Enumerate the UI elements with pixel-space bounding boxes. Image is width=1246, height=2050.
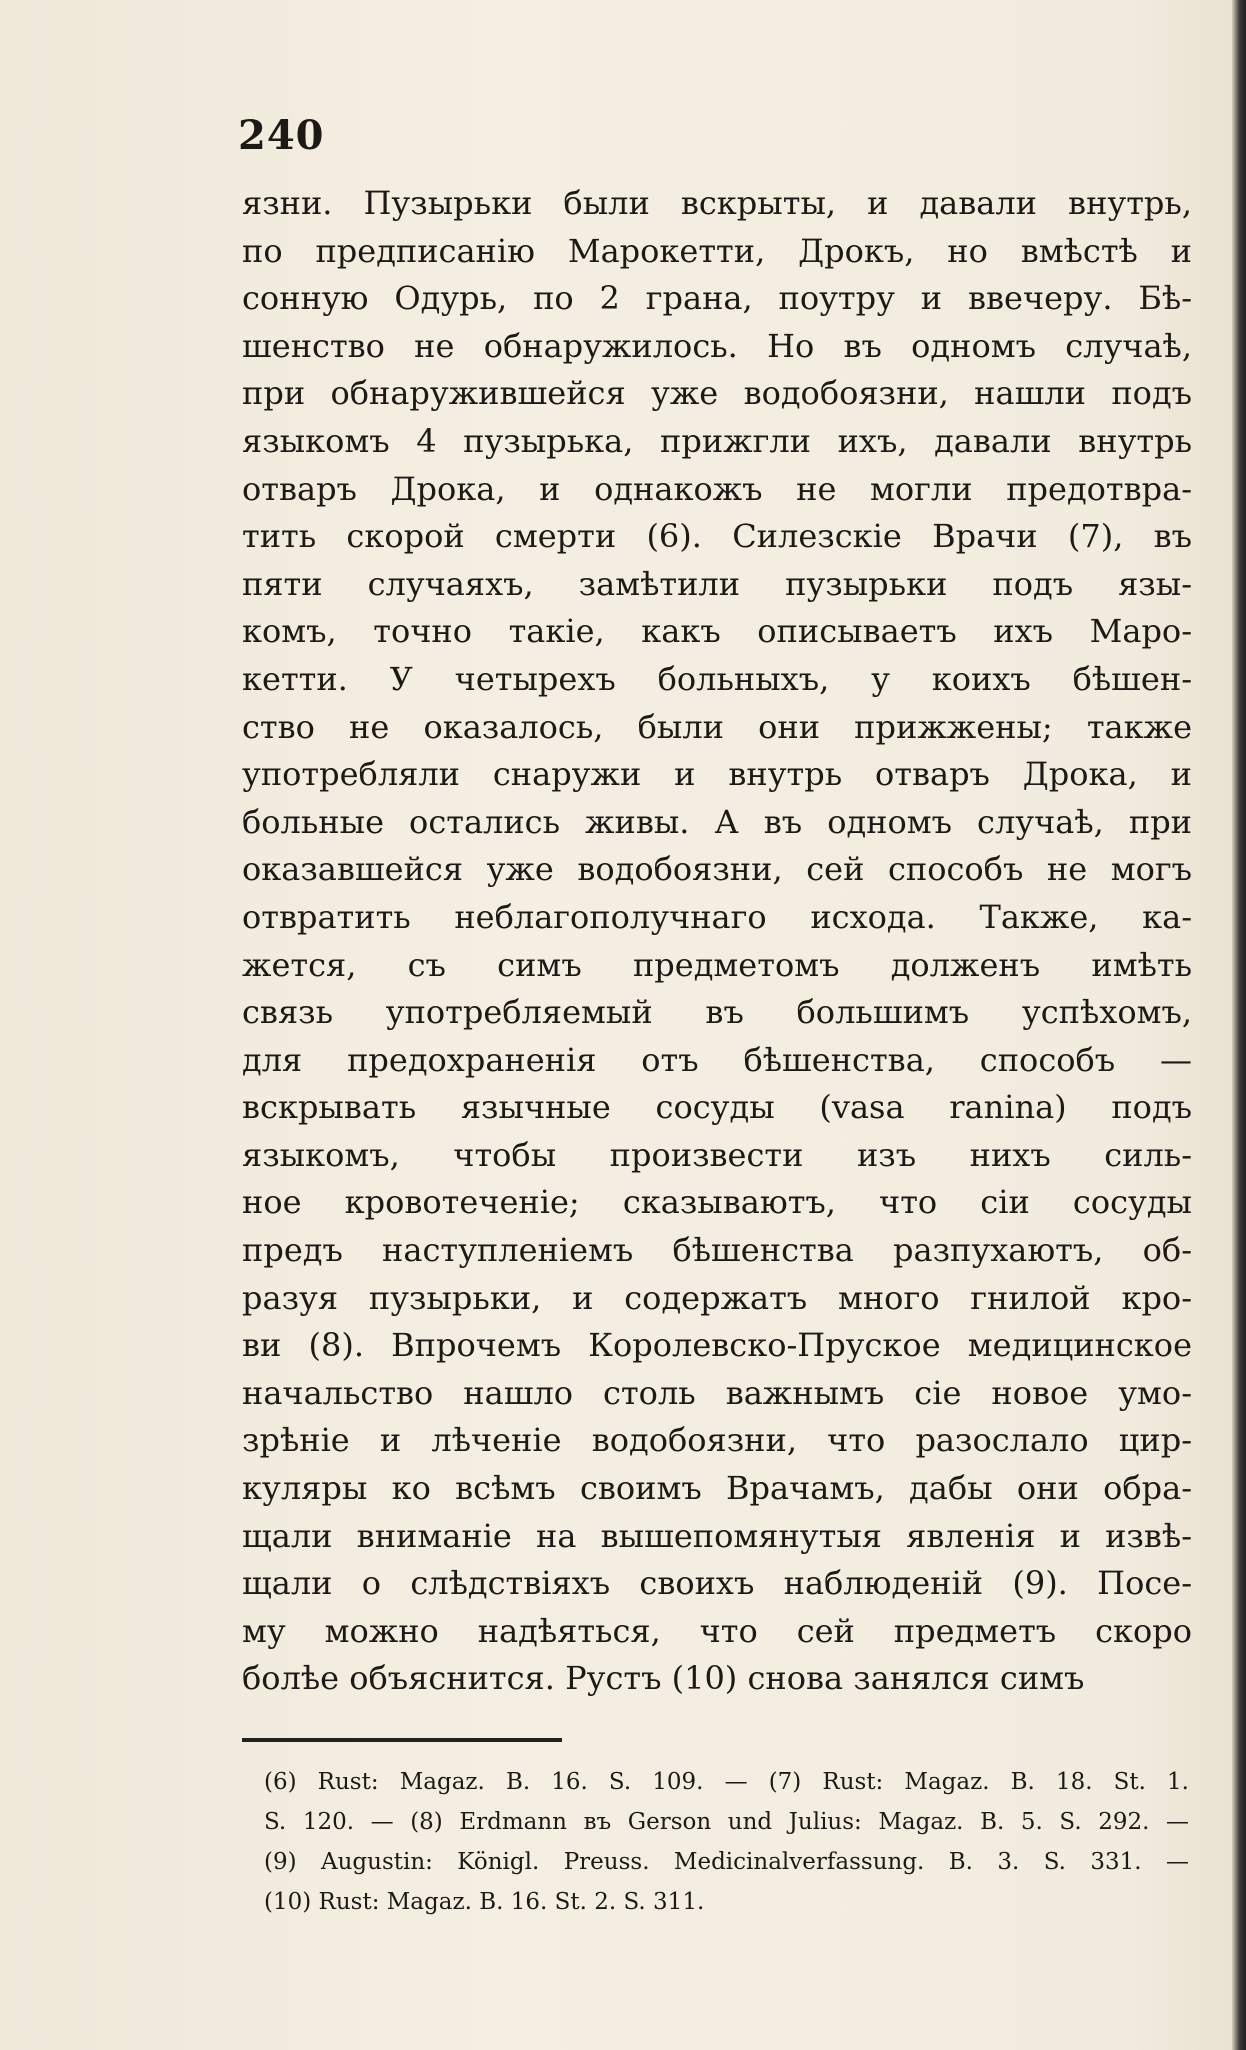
- body-line: тить скорой смерти (6). Силезскіе Врачи (7), въ: [242, 517, 1192, 556]
- body-line: оказавшейся уже водобоязни, сей способъ не могъ: [242, 850, 1192, 889]
- page-number: 240: [238, 112, 325, 159]
- body-line: языкомъ, чтобы произвести изъ нихъ силь-: [242, 1135, 1192, 1174]
- body-line: языкомъ 4 пузырька, прижгли ихъ, давали внутрь: [242, 421, 1192, 460]
- footnotes: [264, 1762, 1189, 1922]
- body-line: щали вниманіе на вышепомянутыя явленія и извѣ-: [242, 1516, 1192, 1555]
- body-line: употребляли снаружи и внутрь отваръ Дрока, и: [242, 755, 1192, 794]
- body-line: жется, съ симъ предметомъ долженъ имѣть: [242, 945, 1192, 984]
- footnote-line: (9) Augustin: Königl. Preuss. Medicinalverfassung. B. 3. S. 331. —: [264, 1849, 1189, 1875]
- body-line: разуя пузырьки, и содержатъ много гнилой кро-: [242, 1278, 1192, 1317]
- footnote-line: (10) Rust: Magaz. B. 16. St. 2. S. 311.: [264, 1889, 705, 1915]
- body-line: му можно надѣяться, что сей предметъ скоро: [242, 1611, 1192, 1650]
- body-line: по предписанію Марокетти, Дрокъ, но вмѣстѣ и: [242, 231, 1192, 270]
- footnote-line: S. 120. — (8) Erdmann въ Gerson und Julius: Magaz. B. 5. S. 292. —: [264, 1809, 1189, 1835]
- body-line: при обнаружившейся уже водобоязни, нашли подъ: [242, 374, 1192, 413]
- body-line: больные остались живы. А въ одномъ случаѣ, при: [242, 802, 1192, 841]
- body-line: ство не оказалось, были они прижжены; также: [242, 707, 1192, 746]
- body-line: комъ, точно такіе, какъ описываетъ ихъ Маро-: [242, 612, 1192, 651]
- body-line: щали о слѣдствіяхъ своихъ наблюденій (9). Посе-: [242, 1564, 1192, 1603]
- body-line: связь употребляемый въ большимъ успѣхомъ,: [242, 993, 1192, 1032]
- body-line: для предохраненія отъ бѣшенства, способъ —: [242, 1040, 1192, 1079]
- body-line: вскрывать язычные сосуды (vasa ranina) подъ: [242, 1088, 1192, 1127]
- body-line: сонную Одурь, по 2 грана, поутру и ввечеру. Бѣ-: [242, 279, 1192, 318]
- body-line: начальство нашло столь важнымъ сіе новое умо-: [242, 1373, 1192, 1412]
- body-line: язни. Пузырьки были вскрыты, и давали внутрь,: [242, 184, 1192, 222]
- body-line: куляры ко всѣмъ своимъ Врачамъ, дабы они обра-: [242, 1469, 1192, 1508]
- body-line: болѣе объяснится. Рустъ (10) снова занялся симъ: [242, 1659, 1085, 1698]
- body-line: кетти. У четырехъ больныхъ, у коихъ бѣшен-: [242, 659, 1192, 698]
- footnote-separator: [242, 1738, 562, 1742]
- page-edge-shadow: [1232, 0, 1246, 2050]
- body-text: [242, 180, 1192, 1703]
- body-line: отваръ Дрока, и однакожъ не могли предотвра-: [242, 469, 1192, 508]
- body-line: ное кровотеченіе; сказываютъ, что сіи сосуды: [242, 1183, 1192, 1222]
- body-line: шенство не обнаружилось. Но въ одномъ случаѣ,: [242, 326, 1192, 365]
- body-line: пяти случаяхъ, замѣтили пузырьки подъ язы-: [242, 564, 1192, 603]
- body-line: отвратить неблагополучнаго исхода. Также, ка-: [242, 897, 1192, 936]
- body-line: ви (8). Впрочемъ Королевско-Пруское медицинское: [242, 1326, 1192, 1365]
- body-line: зрѣніе и лѣченіе водобоязни, что разослало цир-: [242, 1421, 1192, 1460]
- footnote-line: (6) Rust: Magaz. B. 16. S. 109. — (7) Rust: Magaz. B. 18. St. 1.: [264, 1769, 1189, 1795]
- body-line: предъ наступленіемъ бѣшенства разпухаютъ, об-: [242, 1231, 1192, 1270]
